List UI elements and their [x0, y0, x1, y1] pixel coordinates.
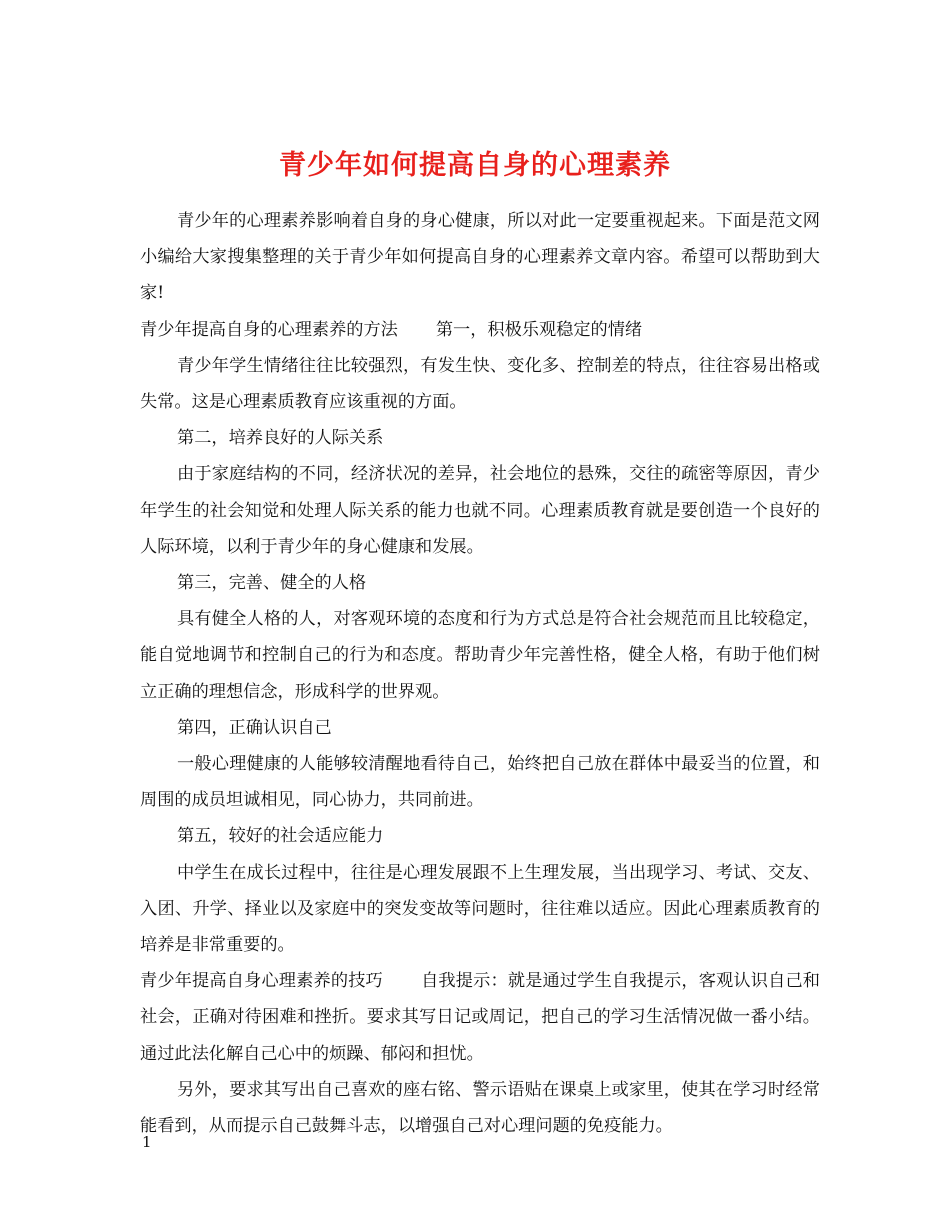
- skills-section-heading: 青少年提高自身心理素养的技巧: [140, 971, 383, 992]
- point-five-heading: 第五，较好的社会适应能力: [177, 826, 384, 847]
- point-four-text: 一般心理健康的人能够较清醒地看待自己，始终把自己放在群体中最妥当的位置，和周围的成员坦诚相见，同心协力，共同前进。: [140, 754, 820, 811]
- skills-paragraph: [140, 963, 820, 1072]
- point-two-heading: 第二，培养良好的人际关系: [177, 428, 384, 449]
- document-title: 青少年如何提高自身的心理素养: [279, 150, 671, 182]
- document-body: [140, 203, 820, 1144]
- point-two-text: 由于家庭结构的不同，经济状况的差异，社会地位的悬殊，交往的疏密等原因，青少年学生的社会知觉和处理人际关系的能力也就不同。心理素质教育就是要创造一个良好的人际环境，以利于青少年的身心健康和发展。: [140, 464, 820, 557]
- intro-paragraph: 青少年的心理素养影响着自身的身心健康，所以对此一定要重视起来。下面是范文网小编给大家搜集整理的关于青少年如何提高自身的心理素养文章内容。希望可以帮助到大家!: [140, 211, 820, 304]
- point-one-heading: 第一，积极乐观稳定的情绪: [435, 319, 643, 340]
- methods-heading-line: [140, 312, 820, 348]
- motto-paragraph: 另外，要求其写出自己喜欢的座右铭、警示语贴在课桌上或家里，使其在学习时经常能看到，从而提示自己鼓舞斗志，以增强自己对心理问题的免疫能力。: [140, 1079, 820, 1137]
- page-number: 1: [142, 1133, 152, 1151]
- point-five-text: 中学生在成长过程中，往往是心理发展跟不上生理发展，当出现学习、考试、交友、入团、升学、择业以及家庭中的突发变故等问题时，往往难以适应。因此心理素质教育的培养是非常重要的。: [140, 862, 820, 956]
- point-three-text: 具有健全人格的人，对客观环境的态度和行为方式总是符合社会规范而且比较稳定，能自觉地调节和控制自己的行为和态度。帮助青少年完善性格，健全人格，有助于他们树立正确的理想信念，形成科学的世界观。: [140, 609, 820, 702]
- point-three-heading: 第三，完善、健全的人格: [177, 573, 367, 594]
- methods-section-heading: 青少年提高自身的心理素养的方法: [140, 319, 398, 340]
- point-one-text: 青少年学生情绪往往比较强烈，有发生快、变化多、控制差的特点，往往容易出格或失常。这是心理素质教育应该重视的方面。: [140, 355, 820, 413]
- self-prompt-text: 自我提示：就是通过学生自我提示，客观认识自己和社会，正确对待困难和挫折。要求其写日记或周记，把自己的学习生活情况做一番小结。通过此法化解自己心中的烦躁、郁闷和担忧。: [140, 971, 820, 1064]
- point-four-heading: 第四，正确认识自己: [177, 717, 332, 738]
